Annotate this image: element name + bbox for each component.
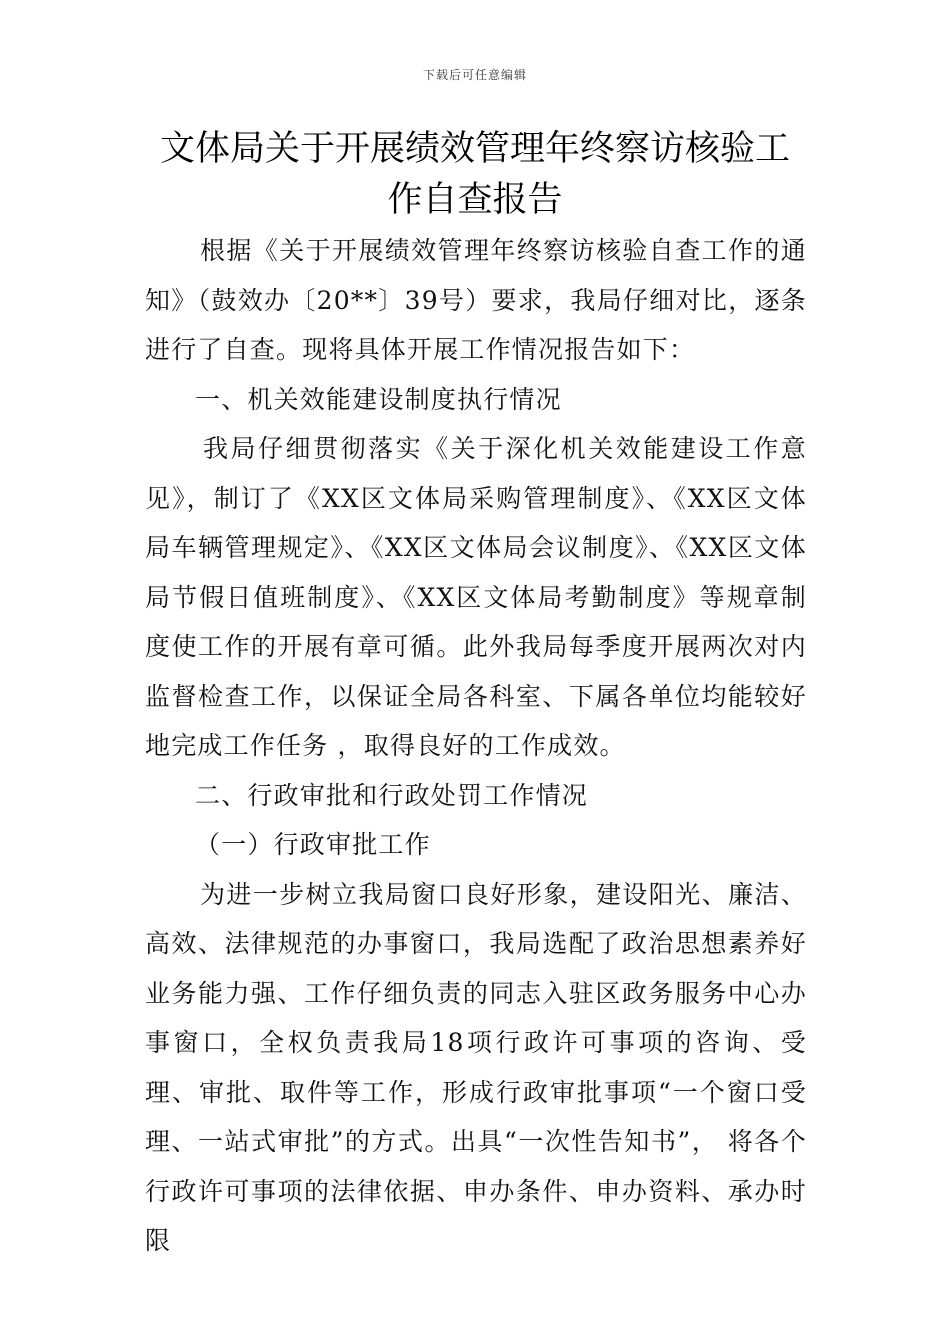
document-title: 文体局关于开展绩效管理年终察访核验工作自查报告 [159,129,790,220]
section-heading-1: 一、机关效能建设制度执行情况 [195,384,562,414]
subsection-2-1-paragraph: 为进一步树立我局窗口良好形象，建设阳光、廉洁、高效、法律规范的办事窗口，我局选配了政治思想素养好业务能力强、工作仔细负责的同志入驻区政务服务中心办事窗口，全权负责我局18项行政许可事项的咨询、受理、审批、取件等工作，形成行政审批事项“一个窗口受理、一站式审批”的方式。出具“一次性告知书”， 将各个行政许可事项的法律依据、申办条件、申办资料、承办时限 [145,879,807,1255]
document-body [145,226,807,1266]
intro-paragraph: 根据《关于开展绩效管理年终察访核验自查工作的通知》（鼓效办〔20**〕39号）要求，我局仔细对比，逐条进行了自查。现将具体开展工作情况报告如下： [145,236,807,364]
subsection-heading-2-1: （一）行政审批工作 [195,830,431,859]
section-1-paragraph: 我局仔细贯彻落实《关于深化机关效能建设工作意见》，制订了《XX区文体局采购管理制度》、《XX区文体局车辆管理规定》、《XX区文体局会议制度》、《XX区文体局节假日值班制度》、《XX区文体局考勤制度》等规章制度使工作的开展有章可循。此外我局每季度开展两次对内监督检查工作，以保证全局各科室、下属各单位均能较好地完成工作任务 ，取得良好的工作成效。 [145,434,807,760]
header-note: 下载后可任意编辑 [422,68,527,82]
section-heading-2: 二、行政审批和行政处罚工作情况 [195,780,589,810]
